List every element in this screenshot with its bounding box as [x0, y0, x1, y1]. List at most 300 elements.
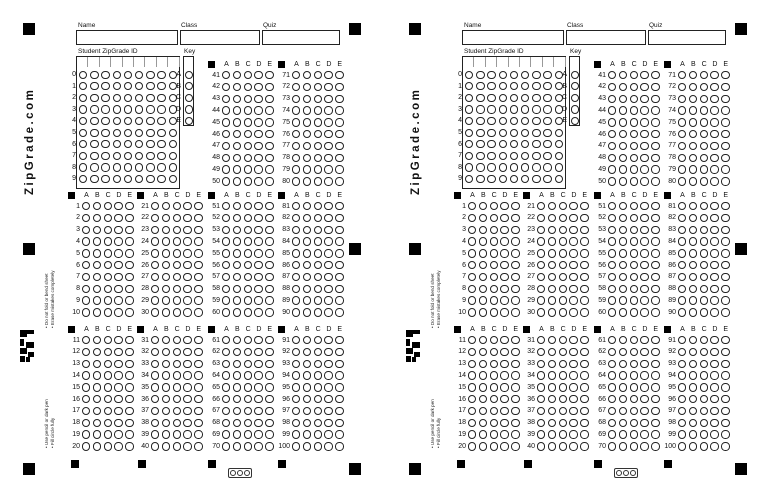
answer-bubble[interactable]: [303, 308, 311, 316]
answer-bubble[interactable]: [500, 419, 508, 427]
answer-bubble[interactable]: [292, 419, 300, 427]
answer-bubble[interactable]: [104, 237, 112, 245]
answer-bubble[interactable]: [292, 371, 300, 379]
answer-bubble[interactable]: [608, 71, 616, 79]
answer-bubble[interactable]: [608, 142, 616, 150]
answer-bubble[interactable]: [500, 214, 508, 222]
answer-bubble[interactable]: [173, 348, 181, 356]
answer-bubble[interactable]: [314, 83, 322, 91]
answer-bubble[interactable]: [93, 360, 101, 368]
answer-bubble[interactable]: [233, 165, 241, 173]
answer-bubble[interactable]: [651, 360, 659, 368]
answer-bubble[interactable]: [222, 249, 230, 257]
answer-bubble[interactable]: [82, 442, 90, 450]
id-bubble[interactable]: [532, 129, 540, 137]
answer-bubble[interactable]: [500, 360, 508, 368]
answer-bubble[interactable]: [619, 237, 627, 245]
answer-bubble[interactable]: [303, 261, 311, 269]
answer-bubble[interactable]: [292, 296, 300, 304]
answer-bubble[interactable]: [125, 226, 133, 234]
answer-bubble[interactable]: [651, 285, 659, 293]
answer-bubble[interactable]: [490, 348, 498, 356]
answer-bubble[interactable]: [82, 348, 90, 356]
id-bubble[interactable]: [465, 163, 473, 171]
answer-bubble[interactable]: [194, 336, 202, 344]
answer-bubble[interactable]: [173, 226, 181, 234]
answer-bubble[interactable]: [490, 261, 498, 269]
answer-bubble[interactable]: [93, 214, 101, 222]
answer-bubble[interactable]: [640, 237, 648, 245]
answer-bubble[interactable]: [265, 395, 273, 403]
answer-bubble[interactable]: [173, 273, 181, 281]
answer-bubble[interactable]: [194, 430, 202, 438]
answer-bubble[interactable]: [580, 371, 588, 379]
answer-bubble[interactable]: [265, 273, 273, 281]
answer-bubble[interactable]: [324, 249, 332, 257]
id-bubble[interactable]: [543, 152, 551, 160]
answer-bubble[interactable]: [151, 348, 159, 356]
answer-bubble[interactable]: [265, 154, 273, 162]
answer-bubble[interactable]: [689, 348, 697, 356]
answer-bubble[interactable]: [173, 395, 181, 403]
answer-bubble[interactable]: [125, 249, 133, 257]
answer-bubble[interactable]: [569, 249, 577, 257]
answer-bubble[interactable]: [335, 285, 343, 293]
answer-bubble[interactable]: [608, 371, 616, 379]
answer-bubble[interactable]: [619, 348, 627, 356]
answer-bubble[interactable]: [678, 430, 686, 438]
answer-bubble[interactable]: [689, 383, 697, 391]
answer-bubble[interactable]: [721, 395, 729, 403]
answer-bubble[interactable]: [678, 237, 686, 245]
answer-bubble[interactable]: [689, 95, 697, 103]
answer-bubble[interactable]: [222, 360, 230, 368]
answer-bubble[interactable]: [173, 249, 181, 257]
answer-bubble[interactable]: [93, 261, 101, 269]
answer-bubble[interactable]: [700, 106, 708, 114]
answer-bubble[interactable]: [244, 202, 252, 210]
answer-bubble[interactable]: [324, 285, 332, 293]
id-bubble[interactable]: [101, 117, 109, 125]
answer-bubble[interactable]: [651, 142, 659, 150]
answer-bubble[interactable]: [183, 419, 191, 427]
student-id-write-box[interactable]: [134, 57, 145, 67]
id-bubble[interactable]: [532, 71, 540, 79]
answer-bubble[interactable]: [580, 202, 588, 210]
id-bubble[interactable]: [146, 117, 154, 125]
answer-bubble[interactable]: [265, 95, 273, 103]
answer-bubble[interactable]: [710, 154, 718, 162]
answer-bubble[interactable]: [254, 202, 262, 210]
answer-bubble[interactable]: [194, 249, 202, 257]
answer-bubble[interactable]: [244, 226, 252, 234]
answer-bubble[interactable]: [314, 177, 322, 185]
answer-bubble[interactable]: [689, 165, 697, 173]
answer-bubble[interactable]: [335, 442, 343, 450]
answer-bubble[interactable]: [324, 407, 332, 415]
answer-bubble[interactable]: [265, 226, 273, 234]
answer-bubble[interactable]: [173, 237, 181, 245]
answer-bubble[interactable]: [721, 249, 729, 257]
answer-bubble[interactable]: [335, 83, 343, 91]
answer-bubble[interactable]: [254, 226, 262, 234]
answer-bubble[interactable]: [254, 395, 262, 403]
answer-bubble[interactable]: [608, 177, 616, 185]
answer-bubble[interactable]: [151, 308, 159, 316]
answer-bubble[interactable]: [479, 395, 487, 403]
answer-bubble[interactable]: [303, 106, 311, 114]
answer-bubble[interactable]: [173, 442, 181, 450]
answer-bubble[interactable]: [335, 430, 343, 438]
answer-bubble[interactable]: [479, 308, 487, 316]
answer-bubble[interactable]: [500, 308, 508, 316]
answer-bubble[interactable]: [183, 383, 191, 391]
answer-bubble[interactable]: [608, 273, 616, 281]
answer-bubble[interactable]: [640, 142, 648, 150]
answer-bubble[interactable]: [548, 214, 556, 222]
answer-bubble[interactable]: [324, 214, 332, 222]
answer-bubble[interactable]: [689, 83, 697, 91]
answer-bubble[interactable]: [500, 249, 508, 257]
id-bubble[interactable]: [124, 71, 132, 79]
answer-bubble[interactable]: [608, 226, 616, 234]
answer-bubble[interactable]: [651, 83, 659, 91]
answer-bubble[interactable]: [608, 154, 616, 162]
answer-bubble[interactable]: [569, 237, 577, 245]
answer-bubble[interactable]: [222, 308, 230, 316]
answer-bubble[interactable]: [479, 237, 487, 245]
answer-bubble[interactable]: [619, 95, 627, 103]
answer-bubble[interactable]: [651, 273, 659, 281]
answer-bubble[interactable]: [162, 308, 170, 316]
id-bubble[interactable]: [101, 71, 109, 79]
answer-bubble[interactable]: [114, 285, 122, 293]
answer-bubble[interactable]: [233, 419, 241, 427]
answer-bubble[interactable]: [490, 419, 498, 427]
id-bubble[interactable]: [521, 105, 529, 113]
answer-bubble[interactable]: [640, 154, 648, 162]
answer-bubble[interactable]: [630, 430, 638, 438]
id-bubble[interactable]: [543, 117, 551, 125]
answer-bubble[interactable]: [93, 442, 101, 450]
answer-bubble[interactable]: [630, 348, 638, 356]
answer-bubble[interactable]: [233, 237, 241, 245]
answer-bubble[interactable]: [254, 336, 262, 344]
answer-bubble[interactable]: [700, 360, 708, 368]
answer-bubble[interactable]: [630, 249, 638, 257]
answer-bubble[interactable]: [93, 419, 101, 427]
answer-bubble[interactable]: [651, 261, 659, 269]
answer-bubble[interactable]: [640, 360, 648, 368]
answer-bubble[interactable]: [233, 71, 241, 79]
answer-bubble[interactable]: [183, 336, 191, 344]
answer-bubble[interactable]: [183, 430, 191, 438]
answer-bubble[interactable]: [479, 336, 487, 344]
answer-bubble[interactable]: [335, 142, 343, 150]
id-bubble[interactable]: [510, 105, 518, 113]
answer-bubble[interactable]: [233, 142, 241, 150]
answer-bubble[interactable]: [537, 348, 545, 356]
answer-bubble[interactable]: [640, 130, 648, 138]
answer-bubble[interactable]: [194, 296, 202, 304]
answer-bubble[interactable]: [254, 154, 262, 162]
answer-bubble[interactable]: [559, 383, 567, 391]
id-bubble[interactable]: [90, 140, 98, 148]
answer-bubble[interactable]: [678, 177, 686, 185]
answer-bubble[interactable]: [104, 296, 112, 304]
answer-bubble[interactable]: [82, 296, 90, 304]
answer-bubble[interactable]: [82, 336, 90, 344]
answer-bubble[interactable]: [537, 202, 545, 210]
answer-bubble[interactable]: [104, 371, 112, 379]
answer-bubble[interactable]: [559, 285, 567, 293]
answer-bubble[interactable]: [314, 142, 322, 150]
answer-bubble[interactable]: [700, 261, 708, 269]
student-id-write-box[interactable]: [157, 57, 168, 67]
answer-bubble[interactable]: [194, 214, 202, 222]
answer-bubble[interactable]: [678, 407, 686, 415]
answer-bubble[interactable]: [314, 430, 322, 438]
answer-bubble[interactable]: [511, 285, 519, 293]
answer-bubble[interactable]: [162, 202, 170, 210]
id-bubble[interactable]: [124, 105, 132, 113]
id-bubble[interactable]: [146, 129, 154, 137]
answer-bubble[interactable]: [194, 308, 202, 316]
answer-bubble[interactable]: [559, 360, 567, 368]
answer-bubble[interactable]: [104, 214, 112, 222]
answer-bubble[interactable]: [700, 154, 708, 162]
answer-bubble[interactable]: [162, 261, 170, 269]
answer-bubble[interactable]: [721, 177, 729, 185]
answer-bubble[interactable]: [151, 407, 159, 415]
answer-bubble[interactable]: [710, 226, 718, 234]
answer-bubble[interactable]: [619, 296, 627, 304]
answer-bubble[interactable]: [335, 348, 343, 356]
answer-bubble[interactable]: [537, 442, 545, 450]
answer-bubble[interactable]: [468, 442, 476, 450]
answer-bubble[interactable]: [254, 106, 262, 114]
answer-bubble[interactable]: [689, 419, 697, 427]
answer-bubble[interactable]: [233, 249, 241, 257]
answer-bubble[interactable]: [162, 407, 170, 415]
answer-bubble[interactable]: [630, 308, 638, 316]
answer-bubble[interactable]: [569, 348, 577, 356]
answer-bubble[interactable]: [619, 118, 627, 126]
answer-bubble[interactable]: [265, 308, 273, 316]
answer-bubble[interactable]: [125, 296, 133, 304]
answer-bubble[interactable]: [511, 430, 519, 438]
answer-bubble[interactable]: [292, 83, 300, 91]
answer-bubble[interactable]: [721, 336, 729, 344]
answer-bubble[interactable]: [640, 308, 648, 316]
answer-bubble[interactable]: [500, 348, 508, 356]
answer-bubble[interactable]: [630, 226, 638, 234]
answer-bubble[interactable]: [292, 285, 300, 293]
answer-bubble[interactable]: [678, 71, 686, 79]
answer-bubble[interactable]: [125, 442, 133, 450]
answer-bubble[interactable]: [479, 348, 487, 356]
answer-bubble[interactable]: [104, 249, 112, 257]
id-bubble[interactable]: [555, 152, 563, 160]
answer-bubble[interactable]: [559, 308, 567, 316]
answer-bubble[interactable]: [640, 336, 648, 344]
answer-bubble[interactable]: [569, 419, 577, 427]
answer-bubble[interactable]: [559, 407, 567, 415]
id-bubble[interactable]: [101, 105, 109, 113]
id-bubble[interactable]: [476, 163, 484, 171]
answer-bubble[interactable]: [265, 430, 273, 438]
answer-bubble[interactable]: [183, 226, 191, 234]
answer-bubble[interactable]: [580, 296, 588, 304]
answer-bubble[interactable]: [314, 360, 322, 368]
student-id-write-box[interactable]: [531, 57, 542, 67]
answer-bubble[interactable]: [500, 202, 508, 210]
answer-bubble[interactable]: [82, 308, 90, 316]
answer-bubble[interactable]: [93, 237, 101, 245]
student-id-write-box[interactable]: [145, 57, 156, 67]
answer-bubble[interactable]: [559, 261, 567, 269]
answer-bubble[interactable]: [580, 419, 588, 427]
answer-bubble[interactable]: [93, 202, 101, 210]
answer-bubble[interactable]: [173, 430, 181, 438]
answer-bubble[interactable]: [500, 336, 508, 344]
answer-bubble[interactable]: [292, 395, 300, 403]
answer-bubble[interactable]: [314, 214, 322, 222]
answer-bubble[interactable]: [689, 226, 697, 234]
answer-bubble[interactable]: [82, 371, 90, 379]
student-id-write-box[interactable]: [77, 57, 88, 67]
answer-bubble[interactable]: [222, 154, 230, 162]
answer-bubble[interactable]: [689, 430, 697, 438]
answer-bubble[interactable]: [292, 165, 300, 173]
answer-bubble[interactable]: [194, 237, 202, 245]
answer-bubble[interactable]: [678, 442, 686, 450]
answer-bubble[interactable]: [324, 419, 332, 427]
answer-bubble[interactable]: [511, 442, 519, 450]
key-bubble[interactable]: [571, 94, 579, 102]
answer-bubble[interactable]: [254, 165, 262, 173]
answer-bubble[interactable]: [151, 296, 159, 304]
answer-bubble[interactable]: [700, 237, 708, 245]
answer-bubble[interactable]: [114, 308, 122, 316]
answer-bubble[interactable]: [335, 165, 343, 173]
answer-bubble[interactable]: [580, 214, 588, 222]
key-bubble[interactable]: [571, 71, 579, 79]
answer-bubble[interactable]: [689, 273, 697, 281]
answer-bubble[interactable]: [183, 442, 191, 450]
answer-bubble[interactable]: [162, 285, 170, 293]
id-bubble[interactable]: [101, 152, 109, 160]
id-bubble[interactable]: [543, 175, 551, 183]
id-bubble[interactable]: [532, 94, 540, 102]
answer-bubble[interactable]: [500, 407, 508, 415]
id-bubble[interactable]: [532, 105, 540, 113]
answer-bubble[interactable]: [559, 336, 567, 344]
answer-bubble[interactable]: [559, 430, 567, 438]
answer-bubble[interactable]: [324, 348, 332, 356]
answer-bubble[interactable]: [700, 165, 708, 173]
answer-bubble[interactable]: [468, 336, 476, 344]
answer-bubble[interactable]: [490, 383, 498, 391]
answer-bubble[interactable]: [114, 395, 122, 403]
answer-bubble[interactable]: [721, 296, 729, 304]
answer-bubble[interactable]: [292, 308, 300, 316]
answer-bubble[interactable]: [619, 273, 627, 281]
answer-bubble[interactable]: [222, 371, 230, 379]
answer-bubble[interactable]: [721, 154, 729, 162]
answer-bubble[interactable]: [125, 419, 133, 427]
answer-bubble[interactable]: [114, 226, 122, 234]
answer-bubble[interactable]: [569, 226, 577, 234]
answer-bubble[interactable]: [265, 348, 273, 356]
answer-bubble[interactable]: [479, 442, 487, 450]
answer-bubble[interactable]: [710, 95, 718, 103]
answer-bubble[interactable]: [335, 371, 343, 379]
answer-bubble[interactable]: [569, 371, 577, 379]
answer-bubble[interactable]: [651, 308, 659, 316]
answer-bubble[interactable]: [710, 296, 718, 304]
answer-bubble[interactable]: [651, 336, 659, 344]
answer-bubble[interactable]: [678, 308, 686, 316]
answer-bubble[interactable]: [303, 395, 311, 403]
answer-bubble[interactable]: [630, 106, 638, 114]
answer-bubble[interactable]: [233, 360, 241, 368]
answer-bubble[interactable]: [324, 430, 332, 438]
answer-bubble[interactable]: [162, 226, 170, 234]
answer-bubble[interactable]: [537, 419, 545, 427]
answer-bubble[interactable]: [183, 407, 191, 415]
answer-bubble[interactable]: [619, 214, 627, 222]
answer-bubble[interactable]: [222, 273, 230, 281]
answer-bubble[interactable]: [265, 202, 273, 210]
answer-bubble[interactable]: [335, 419, 343, 427]
id-bubble[interactable]: [90, 94, 98, 102]
id-bubble[interactable]: [157, 71, 165, 79]
answer-bubble[interactable]: [721, 226, 729, 234]
answer-bubble[interactable]: [254, 430, 262, 438]
answer-bubble[interactable]: [222, 83, 230, 91]
answer-bubble[interactable]: [254, 237, 262, 245]
answer-bubble[interactable]: [324, 202, 332, 210]
answer-bubble[interactable]: [93, 383, 101, 391]
answer-bubble[interactable]: [335, 407, 343, 415]
answer-bubble[interactable]: [82, 249, 90, 257]
answer-bubble[interactable]: [265, 336, 273, 344]
answer-bubble[interactable]: [335, 383, 343, 391]
answer-bubble[interactable]: [173, 261, 181, 269]
answer-bubble[interactable]: [710, 142, 718, 150]
answer-bubble[interactable]: [314, 273, 322, 281]
answer-bubble[interactable]: [619, 154, 627, 162]
answer-bubble[interactable]: [490, 202, 498, 210]
answer-bubble[interactable]: [233, 407, 241, 415]
answer-bubble[interactable]: [608, 336, 616, 344]
answer-bubble[interactable]: [162, 296, 170, 304]
student-id-write-box[interactable]: [509, 57, 520, 67]
answer-bubble[interactable]: [254, 360, 262, 368]
answer-bubble[interactable]: [721, 261, 729, 269]
id-bubble[interactable]: [157, 175, 165, 183]
answer-bubble[interactable]: [710, 177, 718, 185]
answer-bubble[interactable]: [608, 308, 616, 316]
id-bubble[interactable]: [146, 71, 154, 79]
answer-bubble[interactable]: [324, 118, 332, 126]
answer-bubble[interactable]: [324, 95, 332, 103]
answer-bubble[interactable]: [479, 360, 487, 368]
answer-bubble[interactable]: [700, 419, 708, 427]
answer-bubble[interactable]: [93, 371, 101, 379]
answer-bubble[interactable]: [82, 226, 90, 234]
